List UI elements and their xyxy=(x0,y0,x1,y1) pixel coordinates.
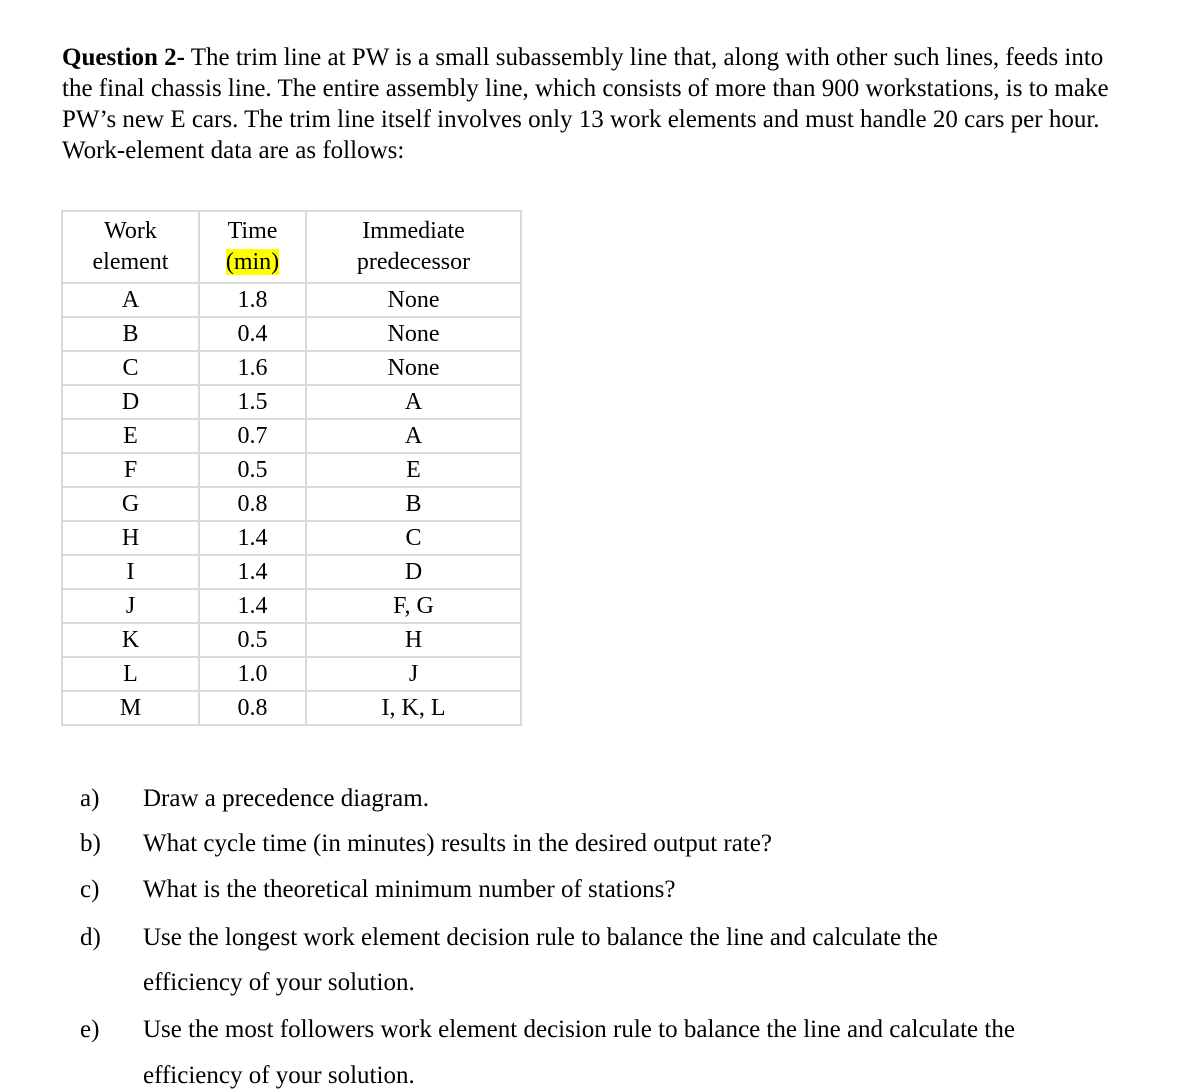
table-row xyxy=(62,555,521,589)
time-cell: 0.4 xyxy=(199,317,306,351)
element-cell: C xyxy=(62,351,199,385)
time-cell: 0.8 xyxy=(199,691,306,725)
element-cell: K xyxy=(62,623,199,657)
table-row xyxy=(62,283,521,317)
element-cell: A xyxy=(62,283,199,317)
predecessor-cell: J xyxy=(306,657,521,691)
element-cell: D xyxy=(62,385,199,419)
element-cell: J xyxy=(62,589,199,623)
time-cell: 0.5 xyxy=(199,623,306,657)
predecessor-cell: H xyxy=(306,623,521,657)
header-predecessor: Immediate predecessor xyxy=(306,211,521,283)
table-header-row xyxy=(62,211,521,283)
table-row xyxy=(62,385,521,419)
highlighted-unit: (min) xyxy=(225,249,280,275)
table-row xyxy=(62,623,521,657)
element-cell: H xyxy=(62,521,199,555)
predecessor-cell: A xyxy=(306,385,521,419)
time-cell: 1.0 xyxy=(199,657,306,691)
element-cell: B xyxy=(62,317,199,351)
predecessor-cell: E xyxy=(306,453,521,487)
time-cell: 1.6 xyxy=(199,351,306,385)
element-cell: M xyxy=(62,691,199,725)
time-cell: 0.8 xyxy=(199,487,306,521)
table-row xyxy=(62,351,521,385)
table-row xyxy=(62,657,521,691)
element-cell: I xyxy=(62,555,199,589)
table-row xyxy=(62,487,521,521)
table-row xyxy=(62,419,521,453)
element-cell: G xyxy=(62,487,199,521)
question-intro xyxy=(62,42,1122,166)
predecessor-cell: B xyxy=(306,487,521,521)
predecessor-cell: D xyxy=(306,555,521,589)
question-label: Question 2- xyxy=(62,44,185,71)
question-text: The trim line at PW is a small subassembly line that, along with other such lines, feeds into the final chassis line. The entire assembly line, which consists of more than 900 workstations, is to make PW’s new E cars. The trim line itself involves only 13 work elements and must handle 20 cars per hour. Work-element data are as follows: xyxy=(62,44,1109,164)
header-work-element: Work element xyxy=(62,211,199,283)
table-row xyxy=(62,453,521,487)
predecessor-cell: None xyxy=(306,317,521,351)
element-cell: L xyxy=(62,657,199,691)
table-row xyxy=(62,521,521,555)
predecessor-cell: C xyxy=(306,521,521,555)
table-row xyxy=(62,691,521,725)
time-cell: 0.7 xyxy=(199,419,306,453)
work-element-table xyxy=(61,210,522,726)
predecessor-cell: F, G xyxy=(306,589,521,623)
time-cell: 1.4 xyxy=(199,521,306,555)
predecessor-cell: None xyxy=(306,351,521,385)
table-row xyxy=(62,589,521,623)
predecessor-cell: None xyxy=(306,283,521,317)
time-cell: 0.5 xyxy=(199,453,306,487)
time-cell: 1.4 xyxy=(199,589,306,623)
time-cell: 1.8 xyxy=(199,283,306,317)
time-cell: 1.4 xyxy=(199,555,306,589)
predecessor-cell: I, K, L xyxy=(306,691,521,725)
table-row xyxy=(62,317,521,351)
header-time: Time (min) xyxy=(199,211,306,283)
predecessor-cell: A xyxy=(306,419,521,453)
time-cell: 1.5 xyxy=(199,385,306,419)
element-cell: E xyxy=(62,419,199,453)
element-cell: F xyxy=(62,453,199,487)
